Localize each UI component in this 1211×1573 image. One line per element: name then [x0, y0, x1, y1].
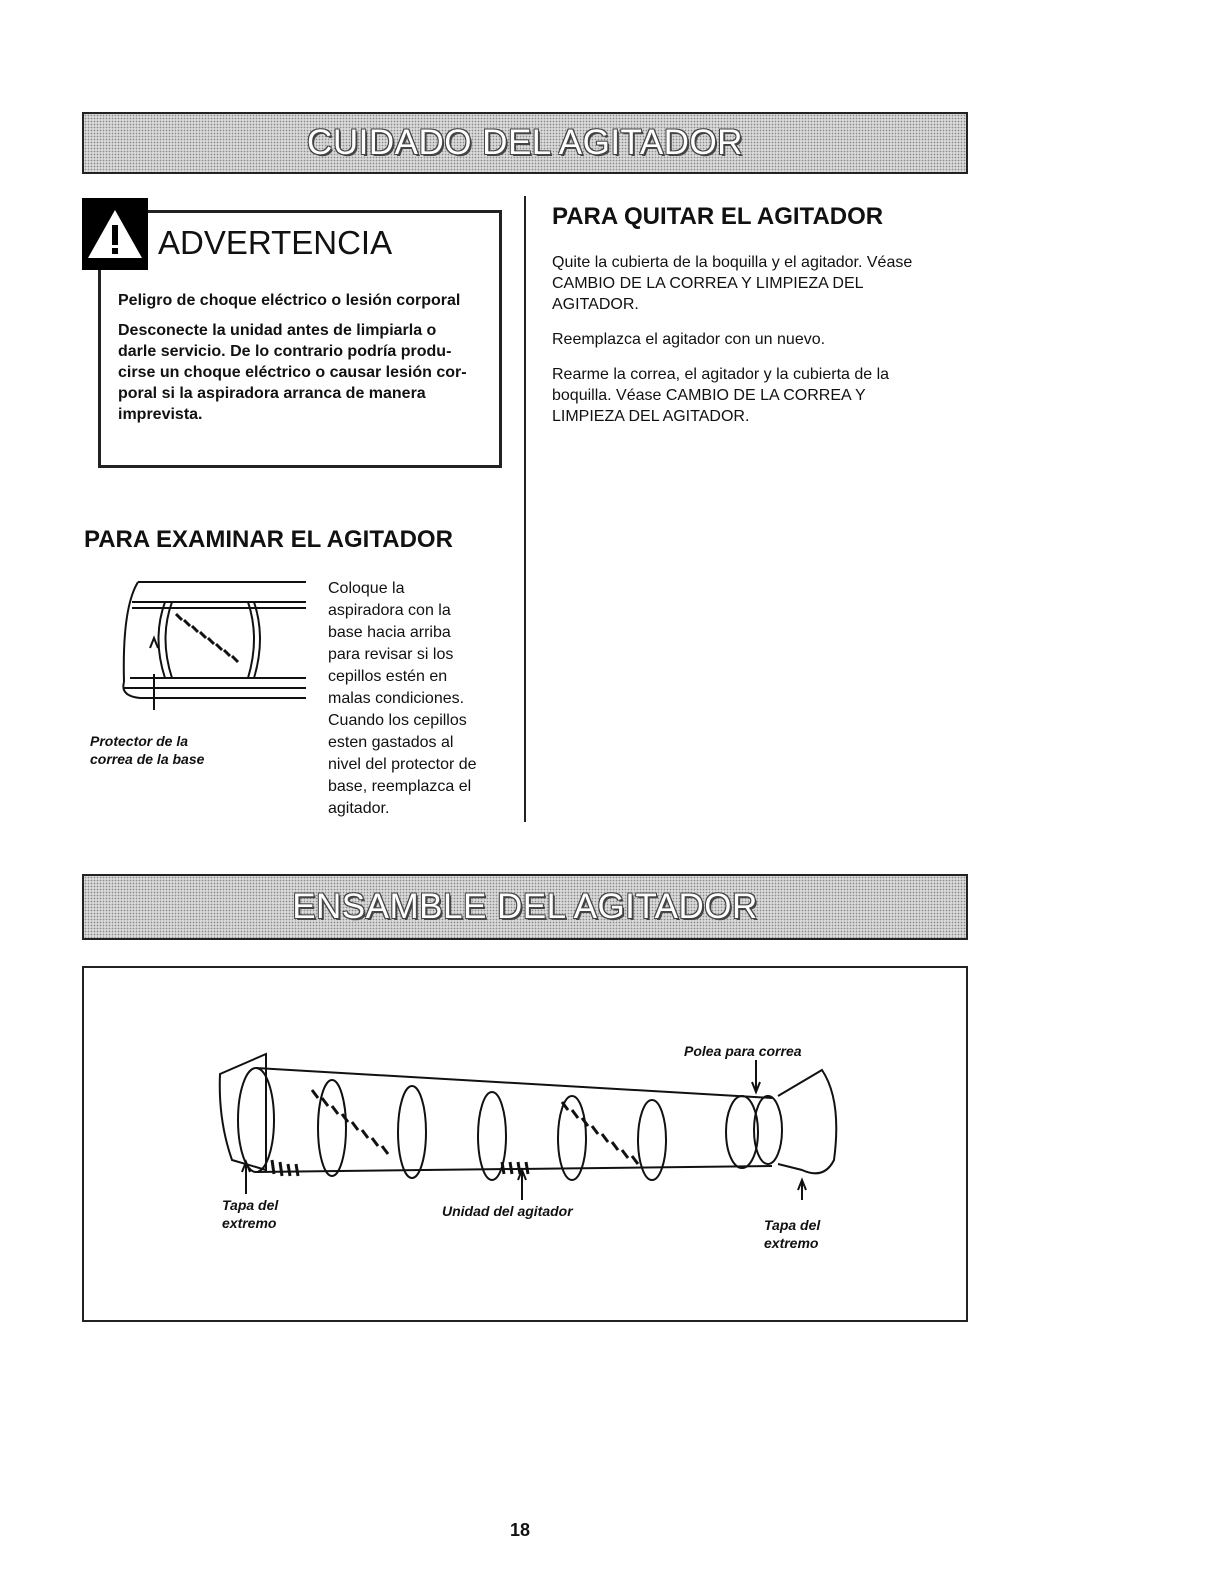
warning-line: Desconecte la unidad antes de limpiarla o — [118, 322, 437, 339]
text-line: Coloque la — [328, 580, 405, 597]
text-line: aspiradora con la — [328, 602, 451, 619]
right-end-cap-label — [764, 1216, 820, 1252]
text-line: boquilla. Véase CAMBIO DE LA CORREA Y — [552, 387, 866, 404]
text-line: CAMBIO DE LA CORREA Y LIMPIEZA DEL — [552, 275, 864, 292]
warning-tab — [82, 198, 148, 270]
text-line: esten gastados al — [328, 734, 454, 751]
text-line: AGITADOR. — [552, 296, 639, 313]
agitator-assembly-illustration — [212, 1040, 852, 1200]
section-title-assembly: ENSAMBLE DEL AGITADOR — [292, 887, 758, 926]
page-number: 18 — [510, 1520, 531, 1540]
text-line: base hacia arriba — [328, 624, 451, 641]
text-line: nivel del protector de — [328, 756, 477, 773]
remove-paragraph-1 — [552, 252, 912, 315]
remove-paragraph-3 — [552, 364, 889, 427]
left-end-cap-label — [222, 1196, 278, 1232]
warning-line: imprevista. — [118, 406, 203, 423]
warning-line: poral si la aspiradora arranca de manera — [118, 385, 426, 402]
warning-triangle-icon — [82, 198, 148, 270]
belt-guard-label — [90, 732, 204, 768]
section-banner-care — [82, 112, 968, 174]
examine-text — [328, 578, 477, 820]
label-line: correa de la base — [90, 751, 205, 767]
label-line: extremo — [764, 1235, 819, 1251]
label-line: Protector de la — [90, 733, 189, 749]
pulley-label: Polea para correa — [684, 1043, 802, 1059]
text-line: Quite la cubierta de la boquilla y el agitador. Véase — [552, 254, 913, 271]
label-line: extremo — [222, 1215, 277, 1231]
label-line: Tapa del — [764, 1217, 821, 1233]
warning-title: ADVERTENCIA — [158, 224, 393, 261]
text-line: base, reemplazca el — [328, 778, 472, 795]
text-line: Rearme la correa, el agitador y la cubierta de la — [552, 366, 890, 383]
warning-text — [118, 320, 490, 425]
text-line: malas condiciones. — [328, 690, 465, 707]
agitator-unit-label: Unidad del agitador — [442, 1203, 573, 1219]
text-line: Reemplazca el agitador con un nuevo. — [552, 331, 826, 348]
text-line: cepillos estén en — [328, 668, 448, 685]
text-line: Cuando los cepillos — [328, 712, 467, 729]
nozzle-base-illustration — [110, 578, 316, 710]
text-line: para revisar si los — [328, 646, 454, 663]
warning-line: darle servicio. De lo contrario podría produ- — [118, 343, 452, 360]
column-divider — [524, 196, 526, 822]
remove-paragraph-2 — [552, 329, 825, 350]
label-line: Tapa del — [222, 1197, 279, 1213]
text-line: LIMPIEZA DEL AGITADOR. — [552, 408, 750, 425]
section-title-care: CUIDADO DEL AGITADOR — [307, 123, 743, 162]
text-line: agitador. — [328, 800, 390, 817]
section-banner-assembly — [82, 874, 968, 940]
warning-subtitle: Peligro de choque eléctrico o lesión corporal — [118, 292, 461, 309]
examine-heading: PARA EXAMINAR EL AGITADOR — [84, 526, 453, 553]
remove-heading: PARA QUITAR EL AGITADOR — [552, 203, 884, 230]
warning-line: cirse un choque eléctrico o causar lesión cor- — [118, 364, 467, 381]
